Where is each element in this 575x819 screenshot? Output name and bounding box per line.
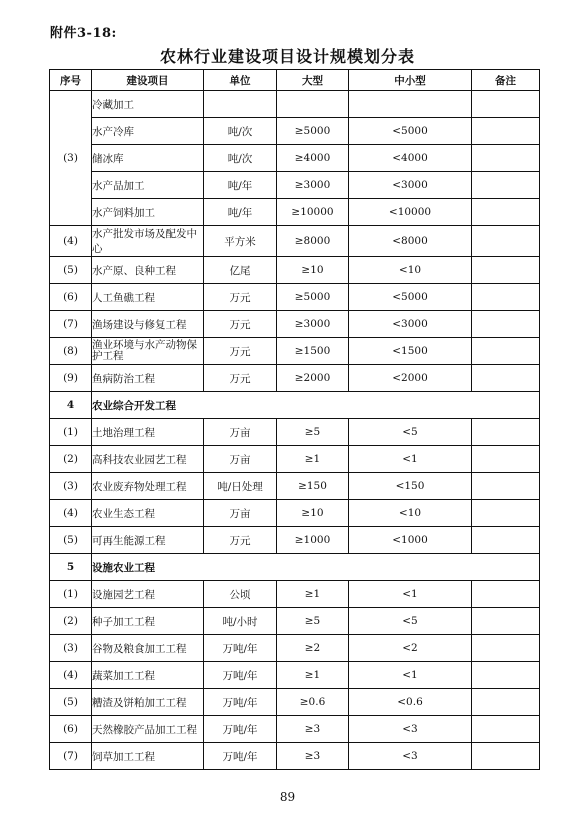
project-cell: 水产原、良种工程 <box>92 257 204 284</box>
large-cell: ≥8000 <box>277 226 349 257</box>
large-cell: ≥4000 <box>277 145 349 172</box>
seq-cell: (8) <box>50 338 92 365</box>
table-row <box>50 91 540 118</box>
note-cell <box>472 608 540 635</box>
table-header-row <box>50 70 540 91</box>
small-cell: <10 <box>349 257 472 284</box>
note-cell <box>472 284 540 311</box>
seq-cell: (5) <box>50 527 92 554</box>
unit-cell: 万吨/年 <box>204 662 277 689</box>
note-cell <box>472 419 540 446</box>
table-row <box>50 446 540 473</box>
large-cell: ≥3 <box>277 743 349 770</box>
project-cell: 天然橡胶产品加工工程 <box>92 716 204 743</box>
unit-cell <box>204 91 277 118</box>
note-cell <box>472 199 540 226</box>
table-row <box>50 662 540 689</box>
table-row <box>50 419 540 446</box>
table-row <box>50 118 540 145</box>
project-cell: 水产饲料加工 <box>92 199 204 226</box>
note-cell <box>472 527 540 554</box>
large-cell: ≥3000 <box>277 311 349 338</box>
note-cell <box>472 257 540 284</box>
seq-cell: (6) <box>50 716 92 743</box>
table-row <box>50 635 540 662</box>
note-cell <box>472 581 540 608</box>
unit-cell: 万元 <box>204 365 277 392</box>
unit-cell: 万元 <box>204 284 277 311</box>
small-cell: <2000 <box>349 365 472 392</box>
project-cell: 水产品加工 <box>92 172 204 199</box>
note-cell <box>472 365 540 392</box>
large-cell: ≥10000 <box>277 199 349 226</box>
large-cell: ≥5000 <box>277 118 349 145</box>
table-title: 农林行业建设项目设计规模划分表 <box>159 47 415 66</box>
seq-cell: (9) <box>50 365 92 392</box>
seq-cell: (4) <box>50 226 92 257</box>
large-cell: ≥10 <box>277 257 349 284</box>
header-project: 建设项目 <box>92 70 204 91</box>
note-cell <box>472 473 540 500</box>
project-cell: 蔬菜加工工程 <box>92 662 204 689</box>
table-row <box>50 338 540 365</box>
small-cell: <3 <box>349 743 472 770</box>
large-cell: ≥2 <box>277 635 349 662</box>
seq-cell: 4 <box>50 392 92 419</box>
small-cell: <3000 <box>349 311 472 338</box>
table-row <box>50 257 540 284</box>
seq-cell: (3) <box>50 473 92 500</box>
header-small-medium: 中小型 <box>349 70 472 91</box>
small-cell: <1000 <box>349 527 472 554</box>
header-unit: 单位 <box>204 70 277 91</box>
seq-cell: (6) <box>50 284 92 311</box>
large-cell: ≥1500 <box>277 338 349 365</box>
small-cell: <2 <box>349 635 472 662</box>
unit-cell: 吨/次 <box>204 118 277 145</box>
small-cell: <10 <box>349 500 472 527</box>
note-cell <box>472 689 540 716</box>
unit-cell: 吨/年 <box>204 199 277 226</box>
page-number: 89 <box>279 790 296 804</box>
table-row <box>50 172 540 199</box>
small-cell: <1 <box>349 662 472 689</box>
table-row <box>50 226 540 257</box>
table-row <box>50 743 540 770</box>
table-row <box>50 365 540 392</box>
project-cell: 高科技农业园艺工程 <box>92 446 204 473</box>
project-cell: 农业生态工程 <box>92 500 204 527</box>
note-cell <box>472 500 540 527</box>
project-cell: 土地治理工程 <box>92 419 204 446</box>
attachment-label: 附件3-18: <box>50 26 117 41</box>
seq-cell: (3) <box>50 635 92 662</box>
small-cell: <1 <box>349 581 472 608</box>
unit-cell: 万吨/年 <box>204 635 277 662</box>
project-cell: 谷物及粮食加工工程 <box>92 635 204 662</box>
seq-cell: (7) <box>50 743 92 770</box>
seq-cell: (4) <box>50 500 92 527</box>
table-row <box>50 473 540 500</box>
unit-cell: 万吨/年 <box>204 689 277 716</box>
small-cell: <5000 <box>349 118 472 145</box>
small-cell: <150 <box>349 473 472 500</box>
large-cell <box>277 91 349 118</box>
seq-cell: (1) <box>50 419 92 446</box>
small-cell: <4000 <box>349 145 472 172</box>
small-cell: <8000 <box>349 226 472 257</box>
section-title-cell: 农业综合开发工程 <box>92 392 540 419</box>
note-cell <box>472 145 540 172</box>
large-cell: ≥1 <box>277 446 349 473</box>
unit-cell: 万亩 <box>204 419 277 446</box>
unit-cell: 万亩 <box>204 446 277 473</box>
small-cell: <1500 <box>349 338 472 365</box>
note-cell <box>472 91 540 118</box>
seq-cell: (1) <box>50 581 92 608</box>
small-cell: <3 <box>349 716 472 743</box>
note-cell <box>472 716 540 743</box>
large-cell: ≥3000 <box>277 172 349 199</box>
large-cell: ≥150 <box>277 473 349 500</box>
unit-cell: 吨/小时 <box>204 608 277 635</box>
unit-cell: 公顷 <box>204 581 277 608</box>
note-cell <box>472 662 540 689</box>
project-cell: 鱼病防治工程 <box>92 365 204 392</box>
table-row <box>50 311 540 338</box>
small-cell: <1 <box>349 446 472 473</box>
small-cell: <5 <box>349 419 472 446</box>
project-cell: 水产冷库 <box>92 118 204 145</box>
seq-cell: 5 <box>50 554 92 581</box>
seq-cell: (3) <box>50 91 92 226</box>
unit-cell: 万亩 <box>204 500 277 527</box>
large-cell: ≥5000 <box>277 284 349 311</box>
table-row <box>50 689 540 716</box>
table-row <box>50 527 540 554</box>
project-cell: 农业废弃物处理工程 <box>92 473 204 500</box>
section-row <box>50 554 540 581</box>
seq-cell: (2) <box>50 608 92 635</box>
project-cell: 可再生能源工程 <box>92 527 204 554</box>
large-cell: ≥1000 <box>277 527 349 554</box>
table-row <box>50 145 540 172</box>
scale-classification-table <box>49 69 540 770</box>
small-cell: <10000 <box>349 199 472 226</box>
large-cell: ≥3 <box>277 716 349 743</box>
header-large: 大型 <box>277 70 349 91</box>
project-cell: 种子加工工程 <box>92 608 204 635</box>
note-cell <box>472 172 540 199</box>
project-cell: 糟渣及饼粕加工工程 <box>92 689 204 716</box>
project-cell: 冷藏加工 <box>92 91 204 118</box>
large-cell: ≥5 <box>277 608 349 635</box>
table-row <box>50 500 540 527</box>
note-cell <box>472 338 540 365</box>
section-row <box>50 392 540 419</box>
section-title-cell: 设施农业工程 <box>92 554 540 581</box>
large-cell: ≥2000 <box>277 365 349 392</box>
project-cell: 渔业环境与水产动物保护工程 <box>92 338 204 365</box>
note-cell <box>472 446 540 473</box>
large-cell: ≥10 <box>277 500 349 527</box>
seq-cell: (5) <box>50 257 92 284</box>
seq-cell: (7) <box>50 311 92 338</box>
project-cell: 设施园艺工程 <box>92 581 204 608</box>
small-cell: <0.6 <box>349 689 472 716</box>
unit-cell: 万元 <box>204 527 277 554</box>
note-cell <box>472 226 540 257</box>
table-row <box>50 608 540 635</box>
table-row <box>50 581 540 608</box>
note-cell <box>472 118 540 145</box>
unit-cell: 吨/年 <box>204 172 277 199</box>
project-cell: 人工鱼礁工程 <box>92 284 204 311</box>
table-row <box>50 284 540 311</box>
unit-cell: 平方米 <box>204 226 277 257</box>
header-note: 备注 <box>472 70 540 91</box>
seq-cell: (5) <box>50 689 92 716</box>
unit-cell: 万元 <box>204 311 277 338</box>
large-cell: ≥1 <box>277 662 349 689</box>
note-cell <box>472 743 540 770</box>
small-cell: <3000 <box>349 172 472 199</box>
unit-cell: 万元 <box>204 338 277 365</box>
large-cell: ≥0.6 <box>277 689 349 716</box>
project-cell: 储冰库 <box>92 145 204 172</box>
unit-cell: 吨/日处理 <box>204 473 277 500</box>
header-seq: 序号 <box>50 70 92 91</box>
table-row <box>50 716 540 743</box>
table-row <box>50 199 540 226</box>
note-cell <box>472 635 540 662</box>
project-cell: 水产批发市场及配发中心 <box>92 226 204 257</box>
large-cell: ≥5 <box>277 419 349 446</box>
small-cell: <5000 <box>349 284 472 311</box>
unit-cell: 万吨/年 <box>204 743 277 770</box>
large-cell: ≥1 <box>277 581 349 608</box>
unit-cell: 亿尾 <box>204 257 277 284</box>
project-cell: 饲草加工工程 <box>92 743 204 770</box>
seq-cell: (4) <box>50 662 92 689</box>
unit-cell: 万吨/年 <box>204 716 277 743</box>
small-cell: <5 <box>349 608 472 635</box>
unit-cell: 吨/次 <box>204 145 277 172</box>
project-cell: 渔场建设与修复工程 <box>92 311 204 338</box>
note-cell <box>472 311 540 338</box>
seq-cell: (2) <box>50 446 92 473</box>
small-cell <box>349 91 472 118</box>
